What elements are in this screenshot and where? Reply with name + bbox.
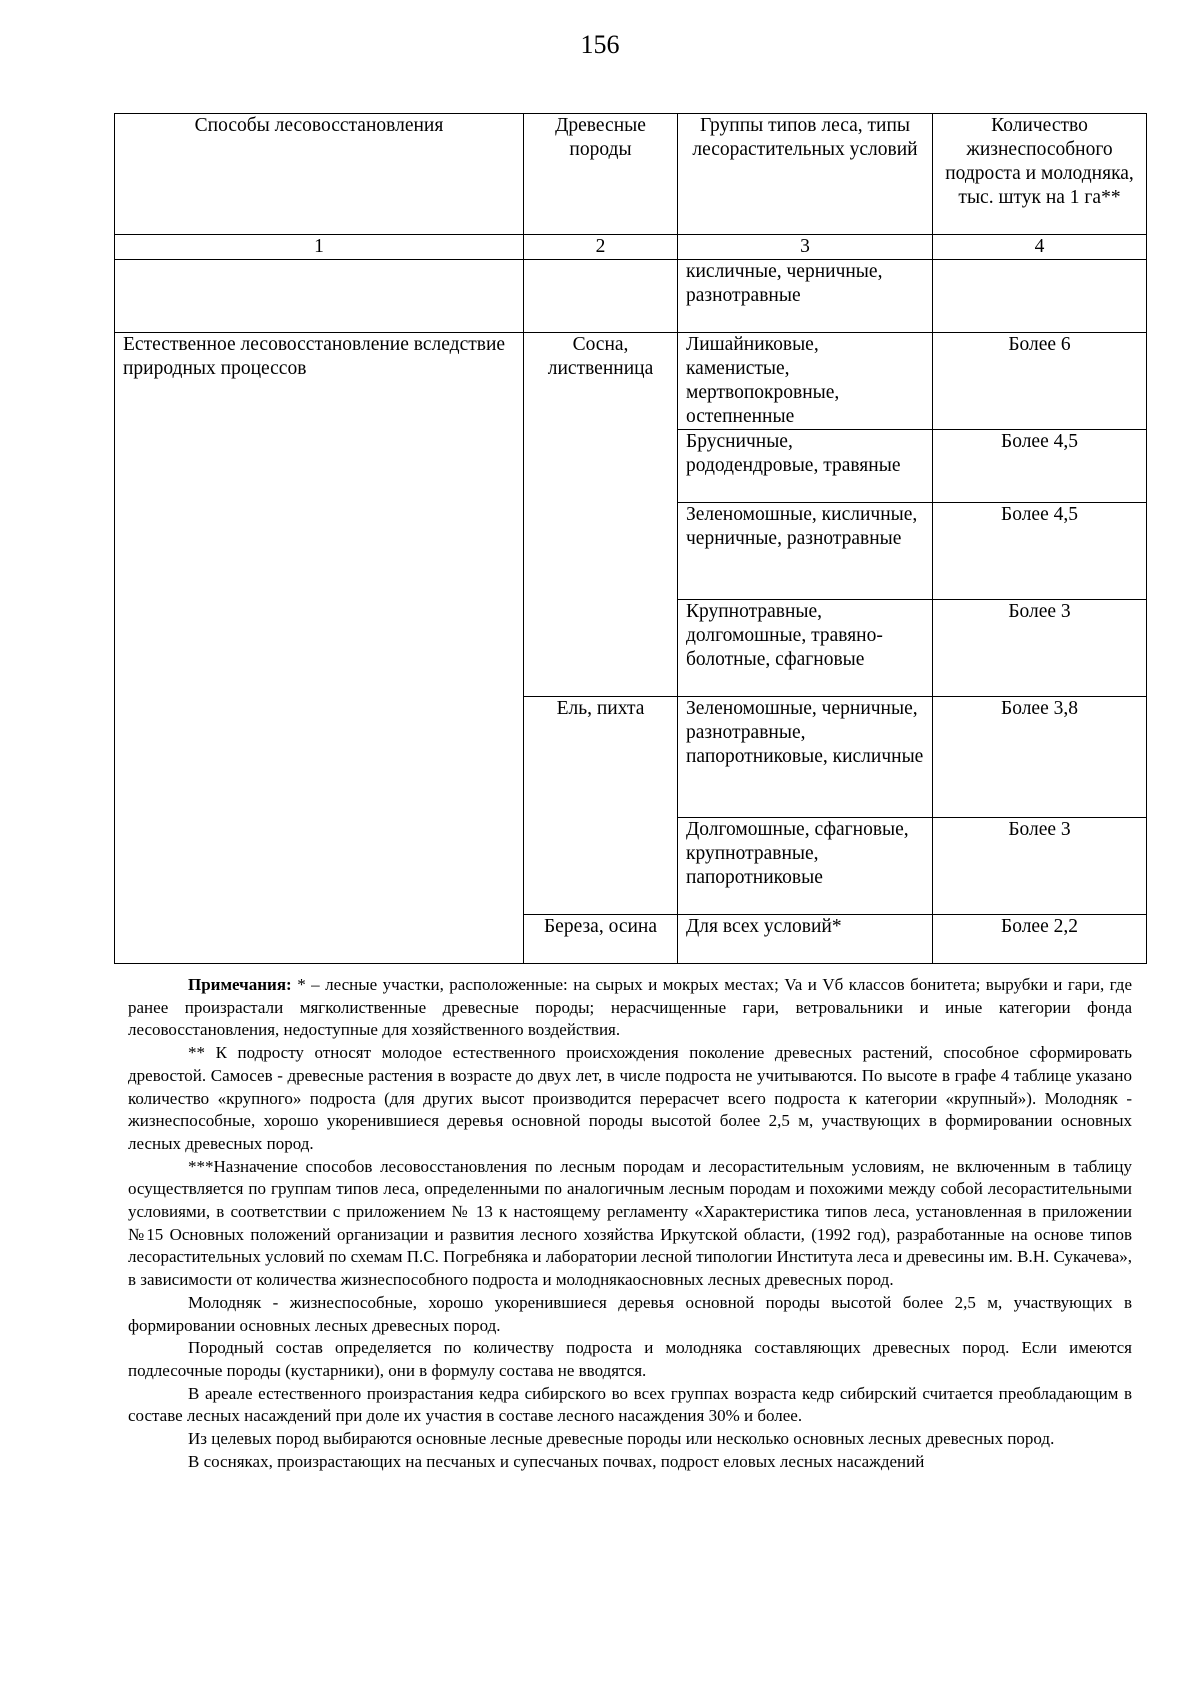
note-paragraph: В сосняках, произрастающих на песчаных и супесчаных почвах, подрост еловых лесных насаждений (188, 1451, 925, 1471)
note-paragraph: Из целевых пород выбираются основные лесные древесные породы или несколько основных лесных древесных пород. (188, 1429, 1055, 1449)
column-number: 3 (678, 235, 933, 260)
header-species: Древесные породы (524, 114, 678, 235)
species-cell: Ель, пихта (524, 697, 678, 915)
table-row (115, 260, 1147, 333)
note-paragraph: ***Назначение способов лесовосстановления по лесным породам и лесорастительным условиям, не включенным в таблицу осуществляется по группам типов леса, определенными по аналогичным лесным породам и похожими между собой лесорастительными условиями, в соответствии с приложением № 13 к настоящему регламенту «Характеристика типов леса, установленная в приложении №15 Основных положений организации и развития лесного хозяйства Иркутской области, (1992 год), разработанные на основе типов лесорастительных условий по схемам П.С. Погребняка и лаборатории лесной типологии Института леса и древесины им. В.Н. Сукачева», в зависимости от количества жизнеспособного подроста и молоднякаосновных лесных древесных пород. (128, 1156, 1132, 1290)
page-number: 156 (580, 30, 620, 59)
note-paragraph: ** К подросту относят молодое естественного происхождения поколение древесных растений, способное сформировать древостой. Самосев - древесные растения в возрасте до двух лет, в числе подроста не учитываются. По высоте в графе 4 таблице указано количество «крупного» подроста (для других высот производится перерасчет всего подроста к категории «крупный»). Молодняк - жизнеспособные, хорошо укоренившиеся деревья основной породы высотой более 2,5 м, участвующих в формировании основных лесных древесных пород. (128, 1043, 1132, 1153)
species-cell: Сосна, лиственница (524, 333, 678, 697)
note-paragraph: Породный состав определяется по количеству подроста и молодняка составляющих древесных пород. Если имеются подлесочные породы (кустарники), они в формулу состава не вводятся. (128, 1338, 1132, 1380)
table-header-row (115, 114, 1147, 235)
quantity-cell: Более 6 (933, 333, 1147, 430)
note-paragraph: В ареале естественного произрастания кедра сибирского во всех группах возраста кедр сибирский считается преобладающим в составе лесных насаждений при доле их участия в составе лесного насаждения 30% и более. (128, 1383, 1132, 1426)
forest-type-cell: Зеленомошные, черничные, разнотравные, папоротниковые, кисличные (678, 697, 933, 818)
notes-label: Примечания: (188, 975, 292, 994)
quantity-cell: Более 3 (933, 818, 1147, 915)
forest-type-cell: Долгомошные, сфагновые, крупнотравные, папоротниковые (678, 818, 933, 915)
quantity-cell: Более 3 (933, 600, 1147, 697)
note-paragraph: Примечания: * – лесные участки, расположенные: на сырых и мокрых местах; Va и Vб классов бонитета; вырубки и гари, где ранее произрастали мягколиственные древесные породы; нерасчищенные гари, ветровальники и иные категории фонда лесовосстановления, недоступные для хозяйственного воздействия. (128, 975, 1132, 1040)
forest-type-cell: Крупнотравные, долгомошные, травяно-болотные, сфагновые (678, 600, 933, 697)
header-forest-types: Группы типов леса, типы лесорастительных условий (678, 114, 933, 235)
species-cell: Береза, осина (524, 915, 678, 964)
header-methods: Способы лесовосстановления (115, 114, 524, 235)
column-number: 2 (524, 235, 678, 260)
method-cell: Естественное лесовосстановление вследствие природных процессов (115, 333, 524, 964)
column-number: 1 (115, 235, 524, 260)
header-quantity: Количество жизнеспособного подроста и молодняка, тыс. штук на 1 га** (933, 114, 1147, 235)
table-row (115, 333, 1147, 430)
forest-type-cell: Лишайниковые, каменистые, мертвопокровные, остепненные (678, 333, 933, 430)
column-number-row (115, 235, 1147, 260)
forest-type-cell: Для всех условий* (678, 915, 933, 964)
quantity-cell: Более 2,2 (933, 915, 1147, 964)
quantity-cell: Более 3,8 (933, 697, 1147, 818)
forest-type-cell: Зеленомошные, кисличные, черничные, разнотравные (678, 503, 933, 600)
quantity-cell: Более 4,5 (933, 503, 1147, 600)
quantity-cell: Более 4,5 (933, 430, 1147, 503)
forest-type-cell: кисличные, черничные, разнотравные (678, 260, 933, 333)
forest-type-cell: Брусничные, рододендровые, травяные (678, 430, 933, 503)
note-paragraph: Молодняк - жизнеспособные, хорошо укоренившиеся деревья основной породы высотой более 2,5 м, участвующих в формировании основных лесных древесных пород. (128, 1292, 1132, 1335)
column-number: 4 (933, 235, 1147, 260)
notes-section (128, 974, 1132, 1473)
reforestation-table (114, 113, 1147, 964)
